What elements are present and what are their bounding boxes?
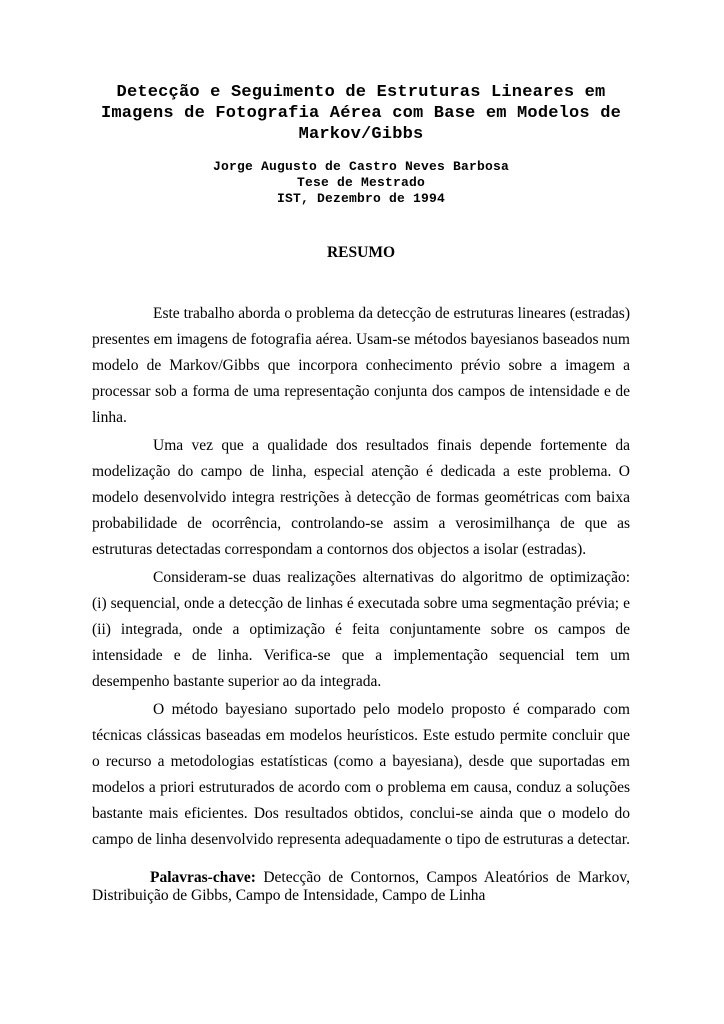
- title-line-3: Markov/Gibbs: [298, 125, 424, 144]
- title-line-2: Imagens de Fotografia Aérea com Base em Modelos de: [100, 104, 622, 123]
- abstract-paragraph-2: Uma vez que a qualidade dos resultados finais depende fortemente da modelização do campo de linha, especial atenção é dedicada a este problema. O modelo desenvolvido integra restrições à detecção de formas geométricas com baixa probabilidade de ocorrência, controlando-se assim a verosimilhança de que as estruturas detectadas correspondam a contornos dos objectos a isolar (estradas).: [92, 437, 630, 558]
- resumo-heading: RESUMO: [326, 244, 396, 261]
- institution-date: IST, Dezembro de 1994: [276, 191, 446, 206]
- abstract-paragraph-3: Consideram-se duas realizações alternativas do algoritmo de optimização: (i) sequencial, onde a detecção de linhas é executada sobre uma segmentação prévia; e (ii) integrada, onde a optimização é feita conjuntamente sobre os campos de intensidade e de linha. Verifica-se que a implementação sequencial tem um desempenho bastante superior ao da integrada.: [92, 569, 630, 690]
- document-title: [92, 82, 630, 145]
- abstract-paragraph-4: O método bayesiano suportado pelo modelo proposto é comparado com técnicas clássicas baseadas em modelos heurísticos. Este estudo permite concluir que o recurso a metodologias estatísticas (como a bayesiana), desde que suportadas em modelos a priori estruturados de acordo com o problema em causa, conduz a soluções bastante mais eficientes. Dos resultados obtidos, conclui-se ainda que o modelo do campo de linha desenvolvido representa adequadamente o tipo de estruturas a detectar.: [92, 701, 630, 848]
- title-line-1: Detecção e Seguimento de Estruturas Lineares em: [116, 83, 606, 102]
- abstract-paragraph-1: Este trabalho aborda o problema da detecção de estruturas lineares (estradas) presentes em imagens de fotografia aérea. Usam-se métodos bayesianos baseados num modelo de Markov/Gibbs que incorpora conhecimento prévio sobre a imagem a processar sob a forma de uma representação conjunta dos campos de intensidade e de linha.: [92, 305, 630, 426]
- thesis-type: Tese de Mestrado: [296, 175, 426, 190]
- keywords-label: Palavras-chave:: [150, 869, 256, 886]
- keywords-paragraph: [92, 869, 630, 904]
- author-name: Jorge Augusto de Castro Neves Barbosa: [212, 159, 510, 174]
- abstract-body: [92, 301, 630, 853]
- keywords-text: Detecção de Contornos, Campos Aleatórios de Markov, Distribuição de Gibbs, Campo de Intensidade, Campo de Linha: [92, 869, 630, 904]
- author-block: [92, 159, 630, 207]
